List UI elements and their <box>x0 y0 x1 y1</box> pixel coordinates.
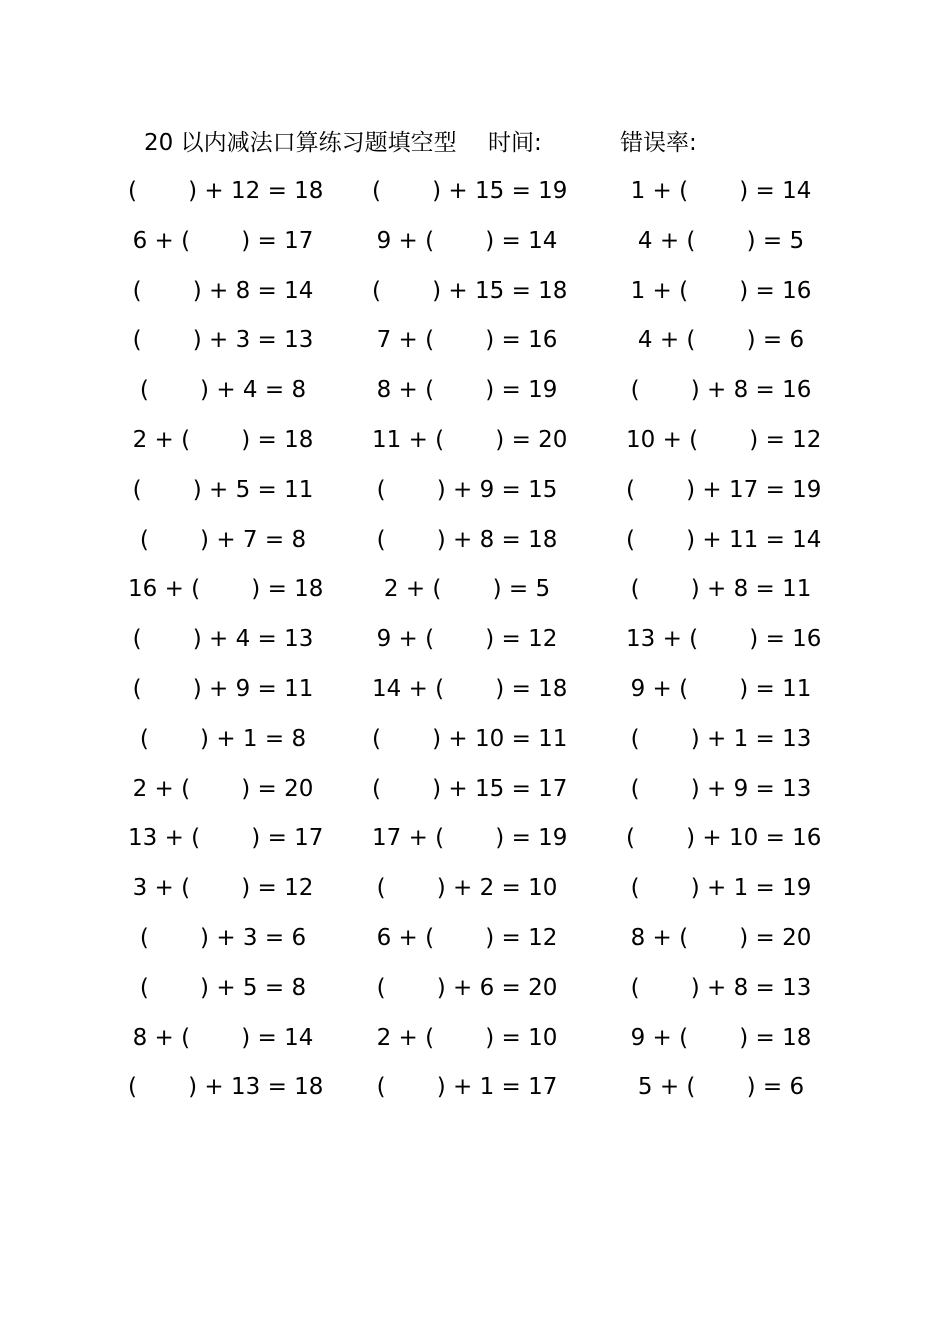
worksheet-title: 20 以内减法口算练习题填空型 <box>144 130 457 156</box>
problem-item: ( ) + 8 = 11 <box>630 576 812 603</box>
worksheet-header <box>144 126 844 160</box>
problem-row <box>0 173 950 223</box>
problem-item: ( ) + 9 = 13 <box>630 775 812 802</box>
problem-item: 3 + ( ) = 12 <box>132 875 314 902</box>
problem-item: 2 + ( ) = 5 <box>383 576 551 603</box>
problem-item: ( ) + 1 = 19 <box>630 875 812 902</box>
problem-item: 8 + ( ) = 14 <box>132 1024 314 1051</box>
problem-item: ( ) + 11 = 14 <box>626 526 822 553</box>
problem-item: 8 + ( ) = 19 <box>376 377 558 404</box>
problem-item: ( ) + 8 = 16 <box>630 377 812 404</box>
problem-item: 9 + ( ) = 18 <box>630 1024 812 1051</box>
problem-item: ( ) + 10 = 16 <box>626 825 822 852</box>
problem-item: ( ) + 2 = 10 <box>376 875 558 902</box>
problem-item: ( ) + 8 = 18 <box>376 526 558 553</box>
problem-item: 2 + ( ) = 20 <box>132 775 314 802</box>
problem-row <box>0 322 950 372</box>
problem-item: 4 + ( ) = 6 <box>637 327 805 354</box>
error-rate-label: 错误率: <box>620 130 697 156</box>
problem-item: 9 + ( ) = 14 <box>376 227 558 254</box>
problem-row <box>0 223 950 273</box>
problem-item: 6 + ( ) = 17 <box>132 227 314 254</box>
problem-row <box>0 522 950 572</box>
problem-item: ( ) + 13 = 18 <box>128 1074 324 1101</box>
problem-item: 4 + ( ) = 5 <box>637 227 805 254</box>
problem-item: ( ) + 15 = 18 <box>372 277 568 304</box>
time-label: 时间: <box>488 130 542 156</box>
problem-item: 1 + ( ) = 14 <box>630 178 812 204</box>
problem-item: ( ) + 1 = 17 <box>376 1074 558 1101</box>
problem-row <box>0 721 950 771</box>
problem-row <box>0 870 950 920</box>
problem-item: 14 + ( ) = 18 <box>372 675 568 702</box>
problem-item: ( ) + 9 = 15 <box>376 476 558 503</box>
problem-item: 2 + ( ) = 18 <box>132 426 314 453</box>
problem-row <box>0 472 950 522</box>
problem-item: 1 + ( ) = 16 <box>630 277 812 304</box>
problem-item: 7 + ( ) = 16 <box>376 327 558 354</box>
problem-item: 8 + ( ) = 20 <box>630 924 812 951</box>
problem-item: ( ) + 6 = 20 <box>376 974 558 1001</box>
problem-row <box>0 671 950 721</box>
problem-item: ( ) + 7 = 8 <box>139 526 307 553</box>
problem-row <box>0 571 950 621</box>
problem-item: ( ) + 4 = 8 <box>139 377 307 404</box>
problem-row <box>0 1069 950 1119</box>
problem-row <box>0 820 950 870</box>
problem-grid <box>0 173 950 1119</box>
problem-item: ( ) + 1 = 13 <box>630 725 812 752</box>
problem-row <box>0 621 950 671</box>
problem-item: 11 + ( ) = 20 <box>372 426 568 453</box>
problem-row <box>0 422 950 472</box>
problem-item: ( ) + 3 = 6 <box>139 924 307 951</box>
problem-item: 9 + ( ) = 12 <box>376 626 558 653</box>
problem-item: ( ) + 3 = 13 <box>132 327 314 354</box>
problem-item: ( ) + 17 = 19 <box>626 476 822 503</box>
problem-item: ( ) + 5 = 11 <box>132 476 314 503</box>
problem-item: ( ) + 8 = 14 <box>132 277 314 304</box>
problem-item: ( ) + 12 = 18 <box>128 178 324 204</box>
problem-item: ( ) + 15 = 17 <box>372 775 568 802</box>
problem-row <box>0 771 950 821</box>
problem-item: 13 + ( ) = 16 <box>626 626 822 653</box>
problem-item: ( ) + 4 = 13 <box>132 626 314 653</box>
problem-item: ( ) + 9 = 11 <box>132 675 314 702</box>
problem-item: 10 + ( ) = 12 <box>626 426 822 453</box>
problem-item: ( ) + 8 = 13 <box>630 974 812 1001</box>
problem-row <box>0 1020 950 1070</box>
problem-item: 5 + ( ) = 6 <box>637 1074 805 1101</box>
problem-item: ( ) + 1 = 8 <box>139 725 307 752</box>
problem-item: ( ) + 15 = 19 <box>372 178 568 204</box>
problem-item: ( ) + 10 = 11 <box>372 725 568 752</box>
problem-item: ( ) + 5 = 8 <box>139 974 307 1001</box>
problem-item: 2 + ( ) = 10 <box>376 1024 558 1051</box>
problem-row <box>0 372 950 422</box>
problem-item: 13 + ( ) = 17 <box>128 825 324 852</box>
problem-row <box>0 273 950 323</box>
problem-row <box>0 920 950 970</box>
problem-row <box>0 970 950 1020</box>
problem-item: 16 + ( ) = 18 <box>128 576 324 603</box>
problem-item: 17 + ( ) = 19 <box>372 825 568 852</box>
problem-item: 9 + ( ) = 11 <box>630 675 812 702</box>
problem-item: 6 + ( ) = 12 <box>376 924 558 951</box>
